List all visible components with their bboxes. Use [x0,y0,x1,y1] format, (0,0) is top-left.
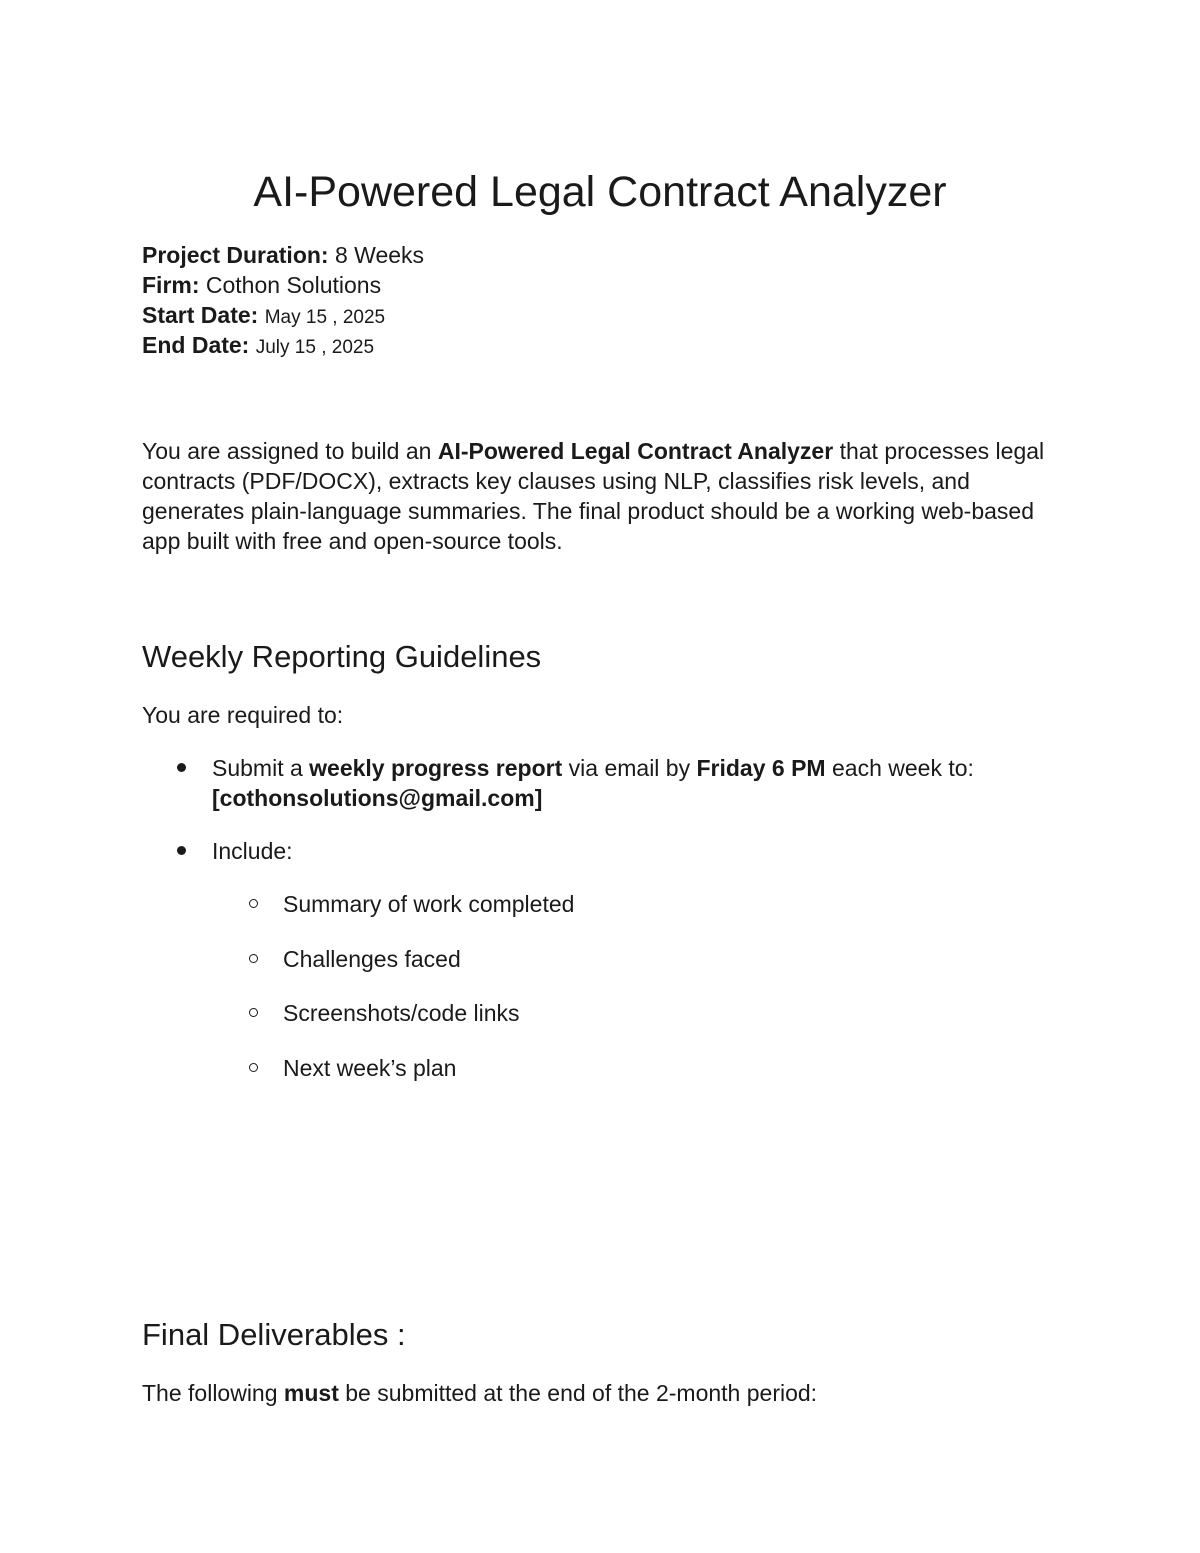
required-intro: You are required to: [142,702,344,728]
intro-text-1: You are assigned to build an [142,438,438,464]
sub-item-text: Challenges faced [283,946,461,972]
final-deliverables-heading: Final Deliverables : [142,1317,406,1352]
hollow-bullet-icon [249,1063,258,1072]
end-date-label: End Date: [142,332,250,358]
final-bold-must: must [283,1380,339,1406]
sub-item-text: Next week’s plan [283,1055,457,1081]
bullet1-bold-report: weekly progress report [309,755,563,781]
bullet2-text: Include: [212,838,293,864]
intro-text-2: that processes legal contracts (PDF/DOCX), extracts key clauses using NLP, classifies risk levels, and generates plain-language summaries. The final product should be a working web-based app built with free and open-source tools. [142,438,1045,554]
start-date-label: Start Date: [142,302,259,328]
hollow-bullet-icon [249,954,258,963]
hollow-bullet-icon [249,1008,258,1017]
sub-item [283,889,574,919]
final-text-1: The following [142,1380,284,1406]
firm-value: Cothon Solutions [205,272,382,298]
bullet-weekly-report [212,753,1092,813]
bullet1-text-2: via email by [562,755,697,781]
end-date-value: July 15 , 2025 [255,337,375,358]
project-meta [142,240,424,360]
start-date-value: May 15 , 2025 [264,307,386,328]
duration-label: Project Duration: [142,242,329,268]
bullet-include [212,836,1092,866]
sub-item [283,998,520,1028]
bullet1-text-3: each week to: [825,755,974,781]
duration-value: 8 Weeks [334,242,425,268]
intro-paragraph [142,436,1072,556]
sub-item [283,1053,456,1083]
final-text-2: be submitted at the end of the 2-month period: [338,1380,818,1406]
meta-start-date [142,300,424,330]
sub-item-text: Screenshots/code links [283,1000,520,1026]
weekly-reporting-heading: Weekly Reporting Guidelines [142,639,542,674]
bullet1-email: [cothonsolutions@gmail.com] [212,785,543,811]
meta-firm [142,270,424,300]
meta-duration [142,240,424,270]
intro-bold-title: AI-Powered Legal Contract Analyzer [437,438,834,464]
sub-item [283,944,461,974]
meta-end-date [142,330,424,360]
bullet-dot-icon [177,846,186,855]
final-deliverables-intro [142,1378,817,1408]
bullet-dot-icon [177,763,186,772]
sub-item-text: Summary of work completed [283,891,575,917]
firm-label: Firm: [142,272,200,298]
bullet1-text-1: Submit a [212,755,310,781]
document-title: AI-Powered Legal Contract Analyzer [253,168,947,216]
bullet1-bold-deadline: Friday 6 PM [696,755,826,781]
hollow-bullet-icon [249,899,258,908]
